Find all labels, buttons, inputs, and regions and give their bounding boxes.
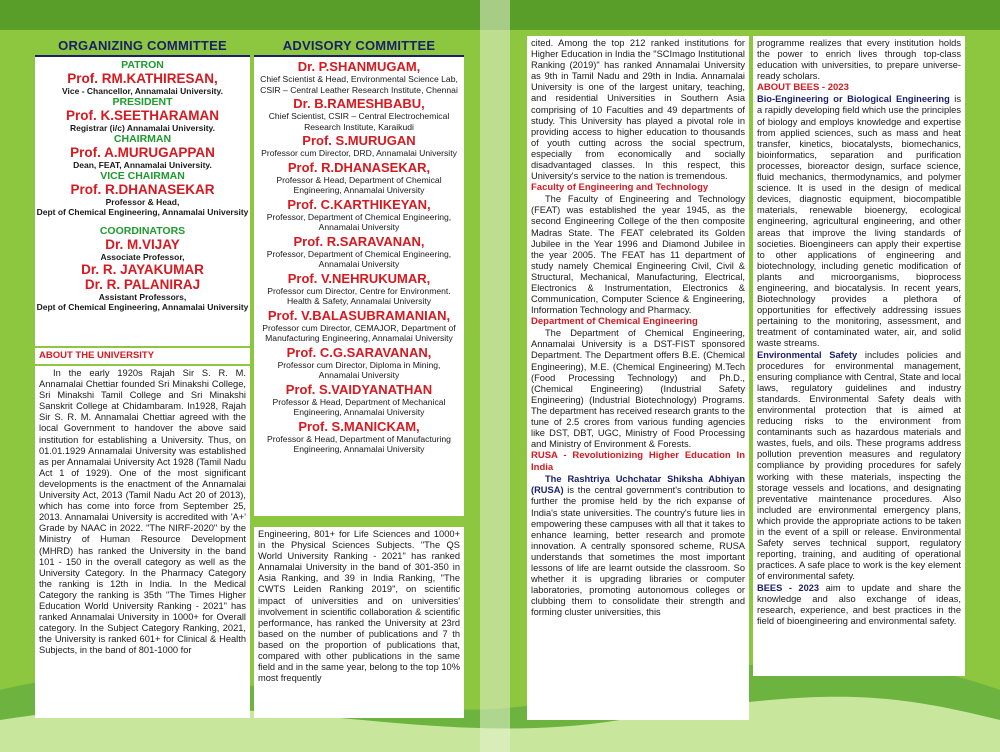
- environmental-safety-paragraph: [757, 350, 961, 583]
- column-3-panel: [527, 36, 749, 720]
- about-bees-heading: ABOUT BEES - 2023: [757, 82, 849, 94]
- advisory-member: [257, 96, 461, 132]
- advisory-member-name: Prof. C.G.SARAVANAN,: [286, 344, 432, 360]
- vice-chairman-role: VICE CHAIRMAN: [100, 170, 185, 182]
- advisory-member-name: Prof. R.SARAVANAN,: [293, 233, 425, 249]
- advisory-member-desc: Chief Scientist & Head, Environmental Science Lab, CSIR – Central Leather Research Institute, Chennai: [260, 74, 458, 95]
- about-university-title: ABOUT THE UNIVERSITY: [35, 348, 250, 366]
- advisory-member-desc: Professor, Department of Chemical Engineering, Annamalai University: [266, 248, 452, 269]
- advisory-member: [257, 271, 461, 307]
- chemical-dept-body: The Department of Chemical Engineering, Annamalai University is a DST-FIST sponsored Department. The Department offers B.E. (Chemical Engineering), M.E. (Chemical Engineering) M.Tech (Food Processing Technology) and Ph.D., (Chemical Engineering) (Industrial Safety Engineering) (Industrial Biotechnology) Programs. The department has received research grants to the tune of 2.5 crores from various funding agencies like DST, DBT, UGC, Ministry of Food Processing and Ministry of Environment & Forests.: [531, 328, 745, 450]
- about-university-panel: [35, 348, 250, 718]
- advisory-member-name: Prof. S.MURUGAN: [302, 133, 416, 148]
- chairman-role: CHAIRMAN: [113, 133, 172, 145]
- advisory-committee-panel: [254, 36, 464, 516]
- chairman-name: Prof. A.MURUGAPPAN: [70, 145, 215, 160]
- advisory-member: [257, 234, 461, 270]
- advisory-member-desc: Professor cum Director, CEMAJOR, Department of Manufacturing Engineering, Annamalai University: [262, 322, 456, 343]
- bees-aim-paragraph: [757, 583, 961, 627]
- president-name: Prof. K.SEETHARAMAN: [65, 108, 219, 123]
- president-role: PRESIDENT: [112, 96, 173, 108]
- advisory-member-name: Prof. C.KARTHIKEYAN,: [287, 196, 431, 212]
- advisory-member-desc: Professor & Head, Department of Manufacturing Engineering, Annamalai University: [267, 433, 451, 454]
- university-ranking-text: cited. Among the top 212 ranked institutions for Higher Education in India the "SCImago Institutional Ranking (2019)" has ranked Annamalai University as 9th in Tamil Nadu and 29th in India. Annamalai University is one of the largest unitary, teaching, and residential Universities in Southern Asia comprising of 10 Faculties and 49 departments of study. This University has played a pivotal role in providing access to higher education to thousands of youth cutting across the social spectrum, especially from economically and socially disadvantaged classes. In this respect, this University's service to the nation is tremendous.: [531, 38, 745, 182]
- advisory-member: [257, 382, 461, 418]
- rusa-paragraph: [531, 474, 745, 618]
- organizing-committee-title: ORGANIZING COMMITTEE: [35, 36, 250, 57]
- advisory-member-desc: Professor cum Director, DRD, Annamalai University: [261, 148, 457, 158]
- coordinators-desc-2: Dept of Chemical Engineering, Annamalai University: [36, 302, 249, 312]
- coordinator-1-name: Dr. M.VIJAY: [105, 237, 180, 252]
- advisory-member-name: Dr. B.RAMESHBABU,: [293, 96, 425, 111]
- about-university-continued-panel: [254, 527, 464, 718]
- organizing-committee-panel: [35, 36, 250, 346]
- about-university-body: In the early 1920s Rajah Sir S. R. M. Annamalai Chettiar founded Sri Minakshi College, Sri Minakshi Tamil College and Sri Minakshi Sanskrit College at Chidambaram. In1928, Rajah Sir S. R. M. Annamalai Chettiar agreed with the local Government to handover the above said institution for establishing a University. Thus, on 01.01.1929 Annamalai University was established as per Annamalai University Act 1928 (Tamil Nadu Act 1 of 1929). One of the most significant developments is the enactment of the Annamalai University Act, 2013 (Tamil Nadu Act 20 of 2013), which has come into force from September 25, 2013. Annamalai University is accredited with 'A+' Grade by NAAC in 2022. "The NIRF-2020" by the Ministry of Human Resource Development (MHRD) has ranked the University in the band 101 - 150 in the overall category as well as the University Category. In the Pharmacy Category the ranking is 12th in India. In the Medical Category the ranking is 35th "The Times Higher Education World University Ranking - 2021" has ranked Annamalai University in 1000+ for Overall category. In the Subject Category Ranking, 2021, the University is ranked 601+ for Clinical & Health Subjects, in the band of 801-1000 for: [39, 368, 246, 656]
- vice-chairman-desc-1: Professor & Head,: [105, 197, 180, 207]
- advisory-member: [257, 59, 461, 95]
- rusa-body: is the central government's contribution to further the promise held by the rich expanse of India's state universities. The country's future lies in empowering these campuses with all that it takes to enhance learning, better research and promote innovation. A centrally sponsored scheme, RUSA understands that sometimes the most important lessons of life are learnt outside the classroom. So whether it is upgrading libraries or computer laboratories, promoting autonomous colleges or clubbing them to consolidate their strength and forming cluster universities, this: [531, 485, 745, 618]
- coordinator-3-name: Dr. R. PALANIRAJ: [84, 277, 201, 292]
- president-desc: Registrar (i/c) Annamalai University.: [69, 123, 216, 133]
- about-university-continued-body: Engineering, 801+ for Life Sciences and 1000+ in the Physical Sciences Subjects. "The QS World University Ranking - 2021" has ranked Annamalai University in the band of 301-350 in Asia Ranking, and 39 in India Ranking, "The CWTS Leiden Ranking 2019", on scientific impact of universities and on universities' involvement in scientific collaboration & scientific performance, has ranked the University at 23rd based on the number of publications and 7 th based on the proportion of publications that, compared with other publications in the same field and in the same year, belong to the top 10% most frequently: [258, 529, 460, 684]
- feat-heading: Faculty of Engineering and Technology: [531, 182, 709, 194]
- bees-aim-body: aim to update and share the knowledge and also exchange of ideas, research, experience, and best practices in the field of bioengineering and environmental safety.: [757, 582, 961, 626]
- advisory-member-name: Prof. V.NEHRUKUMAR,: [287, 270, 431, 286]
- column-4-panel: [753, 36, 965, 676]
- vice-chairman-name: Prof. R.DHANASEKAR: [70, 182, 215, 197]
- advisory-member-desc: Professor cum Director, Centre for Environment. Health & Safety, Annamalai University: [267, 285, 451, 306]
- advisory-member-desc: Professor, Department of Chemical Engineering, Annamalai University: [266, 211, 452, 232]
- bioengineering-paragraph: [757, 94, 961, 349]
- advisory-member-name: Dr. P.SHANMUGAM,: [297, 59, 421, 74]
- bees-aim-lead: BEES - 2023: [757, 582, 820, 593]
- advisory-member-desc: Professor & Head, Department of Chemical Engineering, Annamalai University: [276, 174, 442, 195]
- coordinators-role: COORDINATORS: [99, 225, 186, 237]
- environmental-safety-body: includes policies and procedures for environmental management, ensuring compliance with Central, State and local laws, regulatory guidelines and industry standards. Environmental Safety deals with environmental protection that is aimed at reducing risks to the environment from contaminants such as hazardous materials and wastes, fuels, and oils. These programs address pollution prevention measures and regulatory compliance by providing procedures for safely working with these materials, inspecting the storage vessels and locations, and designating preventative maintenance procedures. Also included are environmental emergency plans, which provide the appropriate actions to be taken in the event of a spill or release. Environmental Safety serves technical support, regulatory reporting, training, and auditing of operational practices. A safe place to work is the key element of environmental safety.: [757, 349, 961, 582]
- feat-body: The Faculty of Engineering and Technology (FEAT) was established the year 1945, as the second Engineering College of the then composite Madras State. The FEAT celebrated its Golden Jubilee in the Year 1996 and Diamond Jubilee in the year 2005. The FEAT has 11 department of study namely Chemical Engineering Civil, Civil & Structural, Mechanical, Manufacturing, Electrical, Electronics & Instrumentation, Electronics & Communication, Computer Science & Engineering, Information Technology and Pharmacy.: [531, 194, 745, 316]
- chairman-desc: Dean, FEAT, Annamalai University.: [73, 160, 212, 170]
- patron-name: Prof. RM.KATHIRESAN,: [67, 71, 218, 86]
- advisory-member: [257, 197, 461, 233]
- environmental-safety-lead: Environmental Safety: [757, 349, 858, 360]
- vice-chairman-desc-2: Dept of Chemical Engineering, Annamalai University: [36, 207, 249, 217]
- advisory-member: [257, 419, 461, 455]
- advisory-member-name: Prof. S.MANICKAM,: [298, 418, 420, 434]
- advisory-member: [257, 308, 461, 344]
- patron-role: PATRON: [121, 59, 164, 71]
- rusa-heading: RUSA - Revolutionizing Higher Education In India: [531, 450, 745, 474]
- advisory-member-name: Prof. S.VAIDYANATHAN: [285, 381, 433, 397]
- bioengineering-lead: Bio-Engineering or Biological Engineering: [757, 94, 950, 105]
- advisory-member: [257, 345, 461, 381]
- advisory-member-name: Prof. V.BALASUBRAMANIAN,: [267, 307, 451, 323]
- bioengineering-body: is a rapidly developing field which use the principles of biology and employs knowledge and expertise from applied sciences, such as mass and heat transfer, kinetics, biocatalysts, biomechanics, bioinformatics, separation and purification processes, bioreactor design, surface science, fluid mechanics, thermodynamics, and polymer science. It is used in the design of medical devices, diagnostic equipment, biocompatible materials, renewable bioenergy, ecological engineering, agricultural engineering, and other areas that improve the living standards of societies. Bioengineers can apply their expertise to other applications of engineering and biotechnology, including genetic modification of plants and microorganisms, bioprocess engineering, and biocatalysis. In recent years, Biotechnology provides a plethora of opportunities for effectively addressing issues pertaining to the monitoring, assessment, and treatment of contaminated water, air, and solid waste streams.: [757, 94, 961, 349]
- patron-desc: Vice - Chancellor, Annamalai University.: [62, 86, 223, 96]
- coordinator-2-name: Dr. R. JAYAKUMAR: [81, 262, 204, 277]
- advisory-committee-title: ADVISORY COMMITTEE: [254, 36, 464, 57]
- rusa-continued-text: programme realizes that every institution holds the power to enrich lives through top-class education with universities, to prepare universe-ready scholars.: [757, 38, 961, 82]
- coordinator-1-desc: Associate Professor,: [100, 252, 185, 262]
- advisory-member-name: Prof. R.DHANASEKAR,: [287, 159, 431, 175]
- advisory-member: [257, 160, 461, 196]
- advisory-member-desc: Professor & Head, Department of Mechanical Engineering, Annamalai University: [272, 396, 446, 417]
- chemical-dept-heading: Department of Chemical Engineering: [531, 316, 698, 328]
- coordinators-desc-1: Assistant Professors,: [98, 292, 187, 302]
- advisory-member-desc: Chief Scientist, CSIR – Central Electrochemical Research Institute, Karaikudi: [268, 111, 450, 132]
- rusa-lead: The Rashtriya Uchchatar Shiksha Abhiyan (RUSA): [531, 474, 745, 496]
- advisory-member: [257, 133, 461, 159]
- advisory-member-desc: Professor cum Director, Diploma in Mining, Annamalai University: [277, 359, 441, 380]
